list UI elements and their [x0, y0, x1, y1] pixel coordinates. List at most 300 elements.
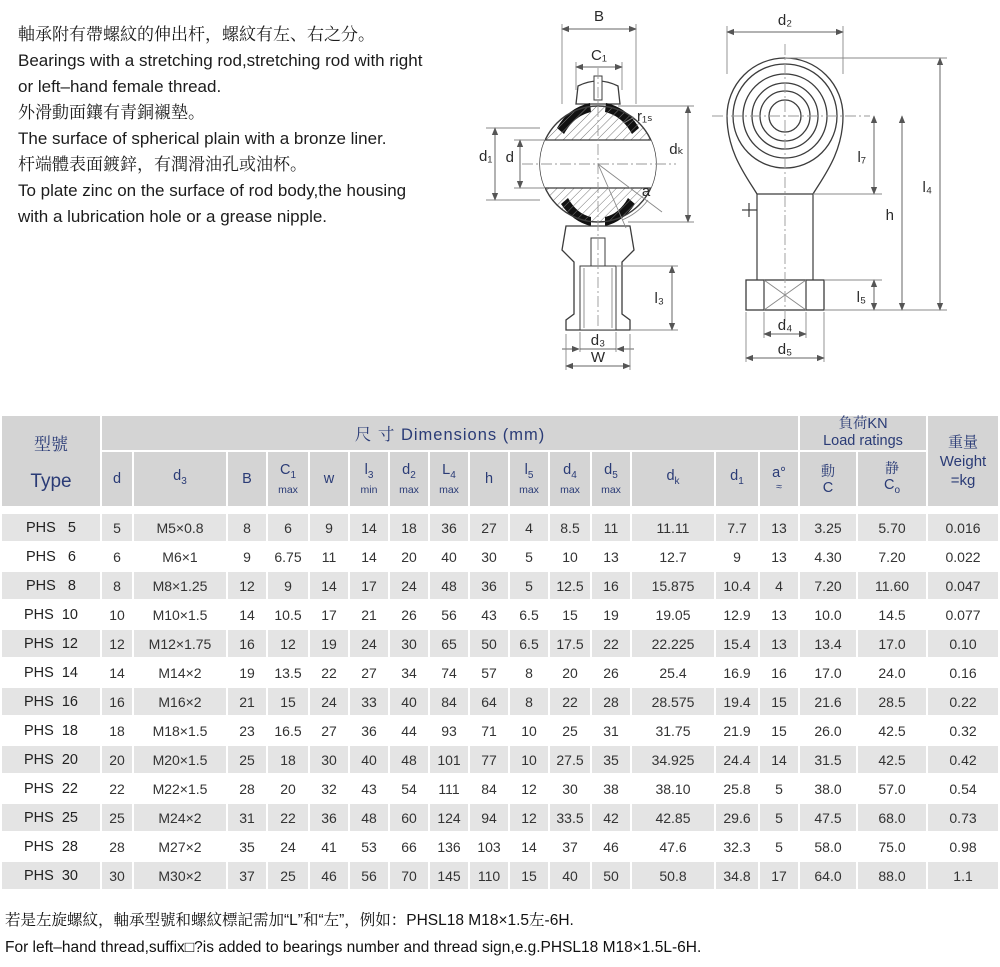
table-cell: 124 [430, 804, 468, 831]
front-view-drawing [702, 4, 1000, 376]
table-cell: 5 [510, 543, 548, 570]
table-cell: 8 [510, 688, 548, 715]
table-cell: 16.9 [716, 659, 758, 686]
table-cell: 19 [228, 659, 266, 686]
table-row [2, 514, 998, 541]
table-cell: 17 [760, 862, 798, 889]
col-header-a: a° ≈ [760, 452, 798, 512]
table-cell: 13 [760, 514, 798, 541]
table-cell: 25 [228, 746, 266, 773]
table-cell: 36 [470, 572, 508, 599]
col-header-l4: $L_4$ max [430, 452, 468, 512]
table-cell: 64.0 [800, 862, 856, 889]
table-cell: 0.022 [928, 543, 998, 570]
table-cell: 16 [760, 659, 798, 686]
table-cell: 77 [470, 746, 508, 773]
table-cell: 8.5 [550, 514, 590, 541]
table-cell: 13.5 [268, 659, 308, 686]
intro-line-en-5: with a lubrication hole or a grease nipple. [18, 207, 328, 226]
table-cell: 16 [592, 572, 630, 599]
table-cell: 30 [390, 630, 428, 657]
table-cell: 25 [102, 804, 132, 831]
col-header-d1: $d_1$ [716, 452, 758, 512]
footnote [5, 907, 1000, 961]
table-cell: 17.5 [550, 630, 590, 657]
dim-label-d2: d₂ [777, 12, 793, 29]
table-cell: 40 [430, 543, 468, 570]
table-cell: 36 [430, 514, 468, 541]
table-cell: 60 [390, 804, 428, 831]
table-cell: 20 [550, 659, 590, 686]
spec-table-body [2, 514, 998, 889]
table-cell: 15 [550, 601, 590, 628]
table-cell: 35 [228, 833, 266, 860]
table-cell: 7.20 [858, 543, 926, 570]
weight-header-zh: 重量 [948, 433, 979, 451]
table-cell: 19 [592, 601, 630, 628]
table-cell: 11 [310, 543, 348, 570]
table-cell: 12 [268, 630, 308, 657]
table-cell: 24 [268, 833, 308, 860]
col-header-load-co: 静 $C_o$ [858, 452, 926, 512]
type-cell: PHS 6 [2, 543, 100, 570]
table-cell: 88.0 [858, 862, 926, 889]
header-row-1 [2, 416, 998, 450]
table-cell: 0.54 [928, 775, 998, 802]
table-cell: 4.30 [800, 543, 856, 570]
table-cell: 42.5 [858, 717, 926, 744]
table-cell: 66 [390, 833, 428, 860]
type-header-zh: 型號 [34, 434, 68, 454]
table-row [2, 659, 998, 686]
table-cell: 101 [430, 746, 468, 773]
table-row [2, 775, 998, 802]
table-cell: 0.10 [928, 630, 998, 657]
dim-label-r1s: r₁ₛ [637, 108, 653, 125]
table-cell: 34.925 [632, 746, 714, 773]
table-cell: 94 [470, 804, 508, 831]
table-cell: 50 [470, 630, 508, 657]
table-cell: 12.9 [716, 601, 758, 628]
col-header-d4: $d_4$ max [550, 452, 590, 512]
intro-line-zh-3: 杆端體表面鍍鋅，有潤滑油孔或油杯。 [18, 155, 307, 174]
spec-table [0, 414, 1000, 891]
table-cell: 12 [510, 775, 548, 802]
table-cell: 13.4 [800, 630, 856, 657]
header-row-2 [2, 452, 998, 512]
section-view-drawing [478, 4, 700, 376]
table-cell: 38 [592, 775, 630, 802]
table-cell: 22 [102, 775, 132, 802]
table-cell: 43 [470, 601, 508, 628]
table-cell: M12×1.75 [134, 630, 226, 657]
dim-label-w: W [590, 349, 606, 366]
table-cell: 56 [430, 601, 468, 628]
table-cell: 22.225 [632, 630, 714, 657]
col-header-b: B [228, 452, 266, 512]
col-header-l3: $l_3$ min [350, 452, 388, 512]
table-cell: 11.60 [858, 572, 926, 599]
col-header-h: h [470, 452, 508, 512]
col-header-d3: $d_3$ [134, 452, 226, 512]
type-cell: PHS 25 [2, 804, 100, 831]
table-cell: 6 [102, 543, 132, 570]
table-cell: 68.0 [858, 804, 926, 831]
table-cell: 75.0 [858, 833, 926, 860]
table-cell: 31.75 [632, 717, 714, 744]
table-cell: M24×2 [134, 804, 226, 831]
table-cell: 48 [430, 572, 468, 599]
table-cell: 30 [470, 543, 508, 570]
table-cell: 0.16 [928, 659, 998, 686]
table-cell: 74 [430, 659, 468, 686]
table-row [2, 688, 998, 715]
table-cell: 10 [510, 717, 548, 744]
table-cell: 8 [102, 572, 132, 599]
table-cell: 44 [390, 717, 428, 744]
table-cell: 22 [592, 630, 630, 657]
table-cell: 15 [760, 717, 798, 744]
table-cell: 20 [268, 775, 308, 802]
table-row [2, 601, 998, 628]
table-cell: 10 [102, 601, 132, 628]
table-cell: 13 [592, 543, 630, 570]
table-cell: 12 [228, 572, 266, 599]
table-cell: 27.5 [550, 746, 590, 773]
table-cell: 42.5 [858, 746, 926, 773]
table-cell: 27 [350, 659, 388, 686]
table-cell: 18 [102, 717, 132, 744]
table-cell: 56 [350, 862, 388, 889]
table-cell: M14×2 [134, 659, 226, 686]
table-cell: 28.575 [632, 688, 714, 715]
table-cell: M18×1.5 [134, 717, 226, 744]
type-cell: PHS 30 [2, 862, 100, 889]
table-cell: 6.75 [268, 543, 308, 570]
table-cell: 34 [390, 659, 428, 686]
table-cell: 33.5 [550, 804, 590, 831]
type-cell: PHS 16 [2, 688, 100, 715]
table-cell: 110 [470, 862, 508, 889]
dim-label-b: B [593, 8, 605, 25]
table-cell: 4 [510, 514, 548, 541]
type-header-en: Type [30, 470, 72, 492]
table-cell: 30 [102, 862, 132, 889]
table-cell: 17 [350, 572, 388, 599]
footnote-zh: 若是左旋螺紋，軸承型號和螺紋標記需加“L”和“左”，例如：PHSL18 M18×1.5左-6H. [5, 912, 574, 929]
table-cell: 16.5 [268, 717, 308, 744]
dim-label-d: d [505, 149, 514, 166]
table-cell: 1.1 [928, 862, 998, 889]
table-cell: 15 [510, 862, 548, 889]
table-cell: 25 [268, 862, 308, 889]
weight-header-unit: =kg [950, 471, 976, 489]
table-cell: 145 [430, 862, 468, 889]
dim-label-c1: C₁ [591, 47, 607, 64]
table-cell: 71 [470, 717, 508, 744]
table-cell: 21.6 [800, 688, 856, 715]
weight-header-en: Weight [939, 452, 987, 470]
table-cell: 11.11 [632, 514, 714, 541]
table-cell: 57 [470, 659, 508, 686]
table-cell: M20×1.5 [134, 746, 226, 773]
table-row [2, 572, 998, 599]
table-cell: 6 [268, 514, 308, 541]
table-cell: 5 [760, 775, 798, 802]
table-cell: 50.8 [632, 862, 714, 889]
table-cell: 26 [592, 659, 630, 686]
table-cell: 35 [592, 746, 630, 773]
table-cell: 40 [350, 746, 388, 773]
table-cell: M5×0.8 [134, 514, 226, 541]
dimensions-group-header: 尺 寸 Dimensions (mm) [102, 416, 798, 450]
table-cell: 42 [592, 804, 630, 831]
table-cell: 24 [310, 688, 348, 715]
table-cell: 22 [550, 688, 590, 715]
table-cell: 14 [310, 572, 348, 599]
table-cell: 48 [350, 804, 388, 831]
intro-text [18, 22, 478, 230]
table-cell: 27 [470, 514, 508, 541]
dim-label-l5: l₅ [856, 289, 866, 306]
table-cell: 12 [102, 630, 132, 657]
table-cell: 10 [550, 543, 590, 570]
table-cell: 10.5 [268, 601, 308, 628]
table-cell: 9 [716, 543, 758, 570]
table-cell: 22 [310, 659, 348, 686]
table-cell: 6.5 [510, 601, 548, 628]
table-cell: 14 [510, 833, 548, 860]
table-cell: 57.0 [858, 775, 926, 802]
type-cell: PHS 22 [2, 775, 100, 802]
table-cell: 5 [760, 833, 798, 860]
type-cell: PHS 5 [2, 514, 100, 541]
table-cell: 4 [760, 572, 798, 599]
table-row [2, 717, 998, 744]
table-cell: 3.25 [800, 514, 856, 541]
table-cell: 10.4 [716, 572, 758, 599]
table-cell: 14 [350, 543, 388, 570]
table-cell: 13 [760, 543, 798, 570]
table-cell: 32.3 [716, 833, 758, 860]
table-cell: 20 [102, 746, 132, 773]
table-cell: 25.4 [632, 659, 714, 686]
table-cell: 38.0 [800, 775, 856, 802]
table-cell: 0.98 [928, 833, 998, 860]
table-cell: 9 [268, 572, 308, 599]
table-cell: M6×1 [134, 543, 226, 570]
table-cell: 84 [470, 775, 508, 802]
table-cell: 5 [102, 514, 132, 541]
table-row [2, 804, 998, 831]
table-cell: 29.6 [716, 804, 758, 831]
table-cell: 13 [760, 630, 798, 657]
table-cell: 9 [310, 514, 348, 541]
table-cell: 5.70 [858, 514, 926, 541]
table-cell: 24.4 [716, 746, 758, 773]
table-cell: 111 [430, 775, 468, 802]
table-row [2, 746, 998, 773]
table-cell: 10 [510, 746, 548, 773]
table-cell: 37 [228, 862, 266, 889]
table-cell: 5 [510, 572, 548, 599]
table-cell: 20 [390, 543, 428, 570]
type-cell: PHS 14 [2, 659, 100, 686]
table-cell: 10.0 [800, 601, 856, 628]
table-cell: 19.05 [632, 601, 714, 628]
table-cell: 28 [228, 775, 266, 802]
table-cell: 5 [760, 804, 798, 831]
table-cell: 0.73 [928, 804, 998, 831]
dim-label-l7: l₇ [857, 149, 866, 166]
table-cell: 36 [350, 717, 388, 744]
table-row [2, 862, 998, 889]
table-cell: M16×2 [134, 688, 226, 715]
table-cell: 14 [102, 659, 132, 686]
table-cell: 18 [390, 514, 428, 541]
table-cell: 43 [350, 775, 388, 802]
table-cell: 30 [550, 775, 590, 802]
table-cell: 48 [390, 746, 428, 773]
table-cell: 26.0 [800, 717, 856, 744]
dim-label-l4: l₄ [922, 179, 932, 196]
table-cell: M22×1.5 [134, 775, 226, 802]
table-cell: 13 [760, 601, 798, 628]
table-cell: 28.5 [858, 688, 926, 715]
table-row [2, 543, 998, 570]
table-cell: 53 [350, 833, 388, 860]
table-cell: 42.85 [632, 804, 714, 831]
table-cell: 22 [268, 804, 308, 831]
table-cell: 0.077 [928, 601, 998, 628]
table-cell: 16 [228, 630, 266, 657]
dim-label-d3: d₃ [590, 332, 606, 349]
col-header-d: d [102, 452, 132, 512]
table-cell: 54 [390, 775, 428, 802]
table-cell: 24.0 [858, 659, 926, 686]
table-cell: 0.016 [928, 514, 998, 541]
table-cell: 38.10 [632, 775, 714, 802]
load-header-zh: 負荷KN [838, 416, 888, 432]
table-cell: 8 [510, 659, 548, 686]
table-cell: 41 [310, 833, 348, 860]
table-cell: 27 [310, 717, 348, 744]
table-cell: 24 [390, 572, 428, 599]
load-header-en: Load ratings [823, 433, 903, 449]
dim-label-d5: d₅ [777, 341, 793, 358]
table-cell: 46 [310, 862, 348, 889]
intro-line-zh-2: 外滑動面鑲有青銅襯墊。 [18, 103, 205, 122]
col-header-l5: $l_5$ max [510, 452, 548, 512]
table-cell: 21.9 [716, 717, 758, 744]
type-cell: PHS 10 [2, 601, 100, 628]
col-header-d5: $d_5$ max [592, 452, 630, 512]
table-cell: 14 [760, 746, 798, 773]
table-cell: 31.5 [800, 746, 856, 773]
dim-label-h: h [885, 207, 894, 224]
col-header-load-c: 動 C [800, 452, 856, 512]
table-cell: 34.8 [716, 862, 758, 889]
table-cell: 65 [430, 630, 468, 657]
table-cell: 0.047 [928, 572, 998, 599]
dim-label-d1: d₁ [479, 148, 493, 165]
table-cell: M8×1.25 [134, 572, 226, 599]
table-cell: 15.4 [716, 630, 758, 657]
table-cell: 7.7 [716, 514, 758, 541]
table-cell: 7.20 [800, 572, 856, 599]
table-cell: 19 [310, 630, 348, 657]
table-cell: 28 [102, 833, 132, 860]
table-cell: 24 [350, 630, 388, 657]
table-cell: 14 [350, 514, 388, 541]
table-cell: 84 [430, 688, 468, 715]
col-header-w: w [310, 452, 348, 512]
table-cell: 25 [550, 717, 590, 744]
table-cell: 21 [228, 688, 266, 715]
intro-line-zh-1: 軸承附有帶螺紋的伸出杆，螺紋有左、右之分。 [18, 25, 375, 44]
table-cell: 12.7 [632, 543, 714, 570]
table-cell: M10×1.5 [134, 601, 226, 628]
table-cell: 28 [592, 688, 630, 715]
table-cell: 33 [350, 688, 388, 715]
table-cell: 64 [470, 688, 508, 715]
intro-line-en-4: To plate zinc on the surface of rod body,the housing [18, 181, 407, 200]
dim-label-a: a [641, 183, 651, 200]
table-cell: 12 [510, 804, 548, 831]
table-cell: 14.5 [858, 601, 926, 628]
table-cell: 18 [268, 746, 308, 773]
table-cell: 21 [350, 601, 388, 628]
table-row [2, 833, 998, 860]
col-header-d2: $d_2$ max [390, 452, 428, 512]
type-cell: PHS 8 [2, 572, 100, 599]
table-cell: 70 [390, 862, 428, 889]
table-cell: M27×2 [134, 833, 226, 860]
table-cell: 0.42 [928, 746, 998, 773]
table-cell: 47.6 [632, 833, 714, 860]
table-cell: 136 [430, 833, 468, 860]
col-header-c1: $C_1$ max [268, 452, 308, 512]
table-cell: 0.32 [928, 717, 998, 744]
table-cell: 103 [470, 833, 508, 860]
intro-line-en-3: The surface of spherical plain with a bronze liner. [18, 129, 387, 148]
table-cell: 16 [102, 688, 132, 715]
type-cell: PHS 28 [2, 833, 100, 860]
table-cell: 47.5 [800, 804, 856, 831]
table-cell: 40 [390, 688, 428, 715]
table-cell: 93 [430, 717, 468, 744]
table-cell: 30 [310, 746, 348, 773]
table-cell: 0.22 [928, 688, 998, 715]
dim-label-l3: l₃ [654, 290, 664, 307]
table-cell: 58.0 [800, 833, 856, 860]
table-cell: 17.0 [858, 630, 926, 657]
type-cell: PHS 20 [2, 746, 100, 773]
table-cell: 31 [228, 804, 266, 831]
table-cell: 31 [592, 717, 630, 744]
table-cell: 15 [268, 688, 308, 715]
type-column-header [2, 416, 100, 512]
table-cell: 11 [592, 514, 630, 541]
table-cell: 17.0 [800, 659, 856, 686]
table-cell: 9 [228, 543, 266, 570]
dim-label-dk: dₖ [669, 141, 684, 158]
table-cell: 6.5 [510, 630, 548, 657]
type-cell: PHS 12 [2, 630, 100, 657]
top-section [0, 0, 1000, 408]
intro-line-en-2: or left–hand female thread. [18, 77, 222, 96]
table-row [2, 630, 998, 657]
